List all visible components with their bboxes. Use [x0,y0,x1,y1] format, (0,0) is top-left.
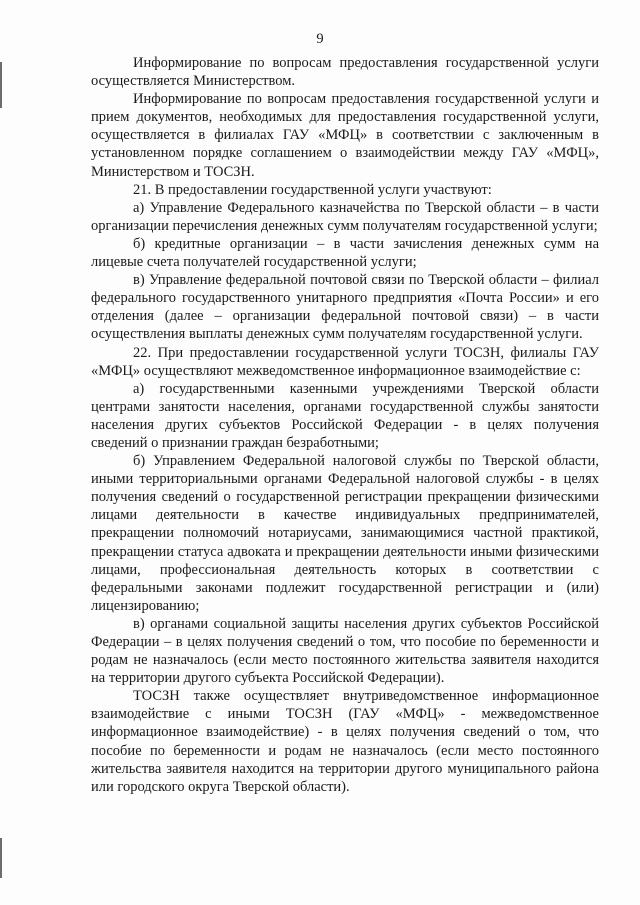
paragraph: б) Управлением Федеральной налоговой службы по Тверской области, иными территориальными органами Федеральной налоговой службы - в целях получения сведений о государственной регистрации прекращении физическими лицами деятельности в качестве индивидуальных предпринимателей, прекращении полномочий нотариусами, занимающимися частной практикой, прекращении статуса адвоката и прекращении деятельности иными физическими лицами, профессиональная деятельность которых в соответствии с федеральными законами подлежит государственной регистрации и (или) лицензированию; [91,453,599,614]
paragraph: Информирование по вопросам предоставления государственной услуги осуществляется Министерством. [91,55,599,90]
paragraph: Информирование по вопросам предоставления государственной услуги и прием документов, необходимых для предоставления государственной услуги, осуществляется в филиалах ГАУ «МФЦ» в соответствии с заключенным в установленном порядке соглашением о взаимодействии между ГАУ «МФЦ», Министерством и ТОСЗН. [91,91,599,180]
paragraph: б) кредитные организации – в части зачисления денежных сумм на лицевые счета получателей государственной услуги; [91,235,599,271]
paragraph: а) государственными казенными учреждениями Тверской области центрами занятости населения, органами государственной службы занятости населения других субъектов Российской Федерации - в целях получения сведений о признании граждан безработными; [91,380,599,451]
paragraph: в) Управление федеральной почтовой связи по Тверской области – филиал федерального государственного унитарного предприятия «Почта России» и его отделения (далее – организации федеральной почтовой связи) – в части осуществления выплаты денежных сумм получателям государственной услуги. [91,272,599,343]
scan-edge-mark [0,838,2,878]
paragraph: в) органами социальной защиты населения других субъектов Российской Федерации – в целях получения сведений о том, что пособие по беременности и родам не назначалось (если место постоянного жительства заявителя находится на территории другого субъекта Российской Федерации). [91,615,599,687]
document-body [91,54,599,796]
paragraph: ТОСЗН также осуществляет внутриведомственное информационное взаимодействие с иными ТОСЗН (ГАУ «МФЦ» - межведомственное информационное взаимодействие) - в целях получения сведений о том, что пособие по беременности и родам не назначалось (если место постоянного жительства заявителя находится на территории другого муниципального района или городского округа Тверской области). [91,688,599,795]
paragraph: 21. В предоставлении государственной услуги участвуют: [133,181,492,198]
paragraph: а) Управление Федерального казначейства по Тверской области – в части организации перечисления денежных сумм получателям государственной услуги; [91,199,599,234]
paragraph: 22. При предоставлении государственной услуги ТОСЗН, филиалы ГАУ «МФЦ» осуществляют межведомственное информационное взаимодействие с: [91,344,599,379]
page-number: 9 [316,31,324,47]
scan-edge-mark [0,62,2,108]
